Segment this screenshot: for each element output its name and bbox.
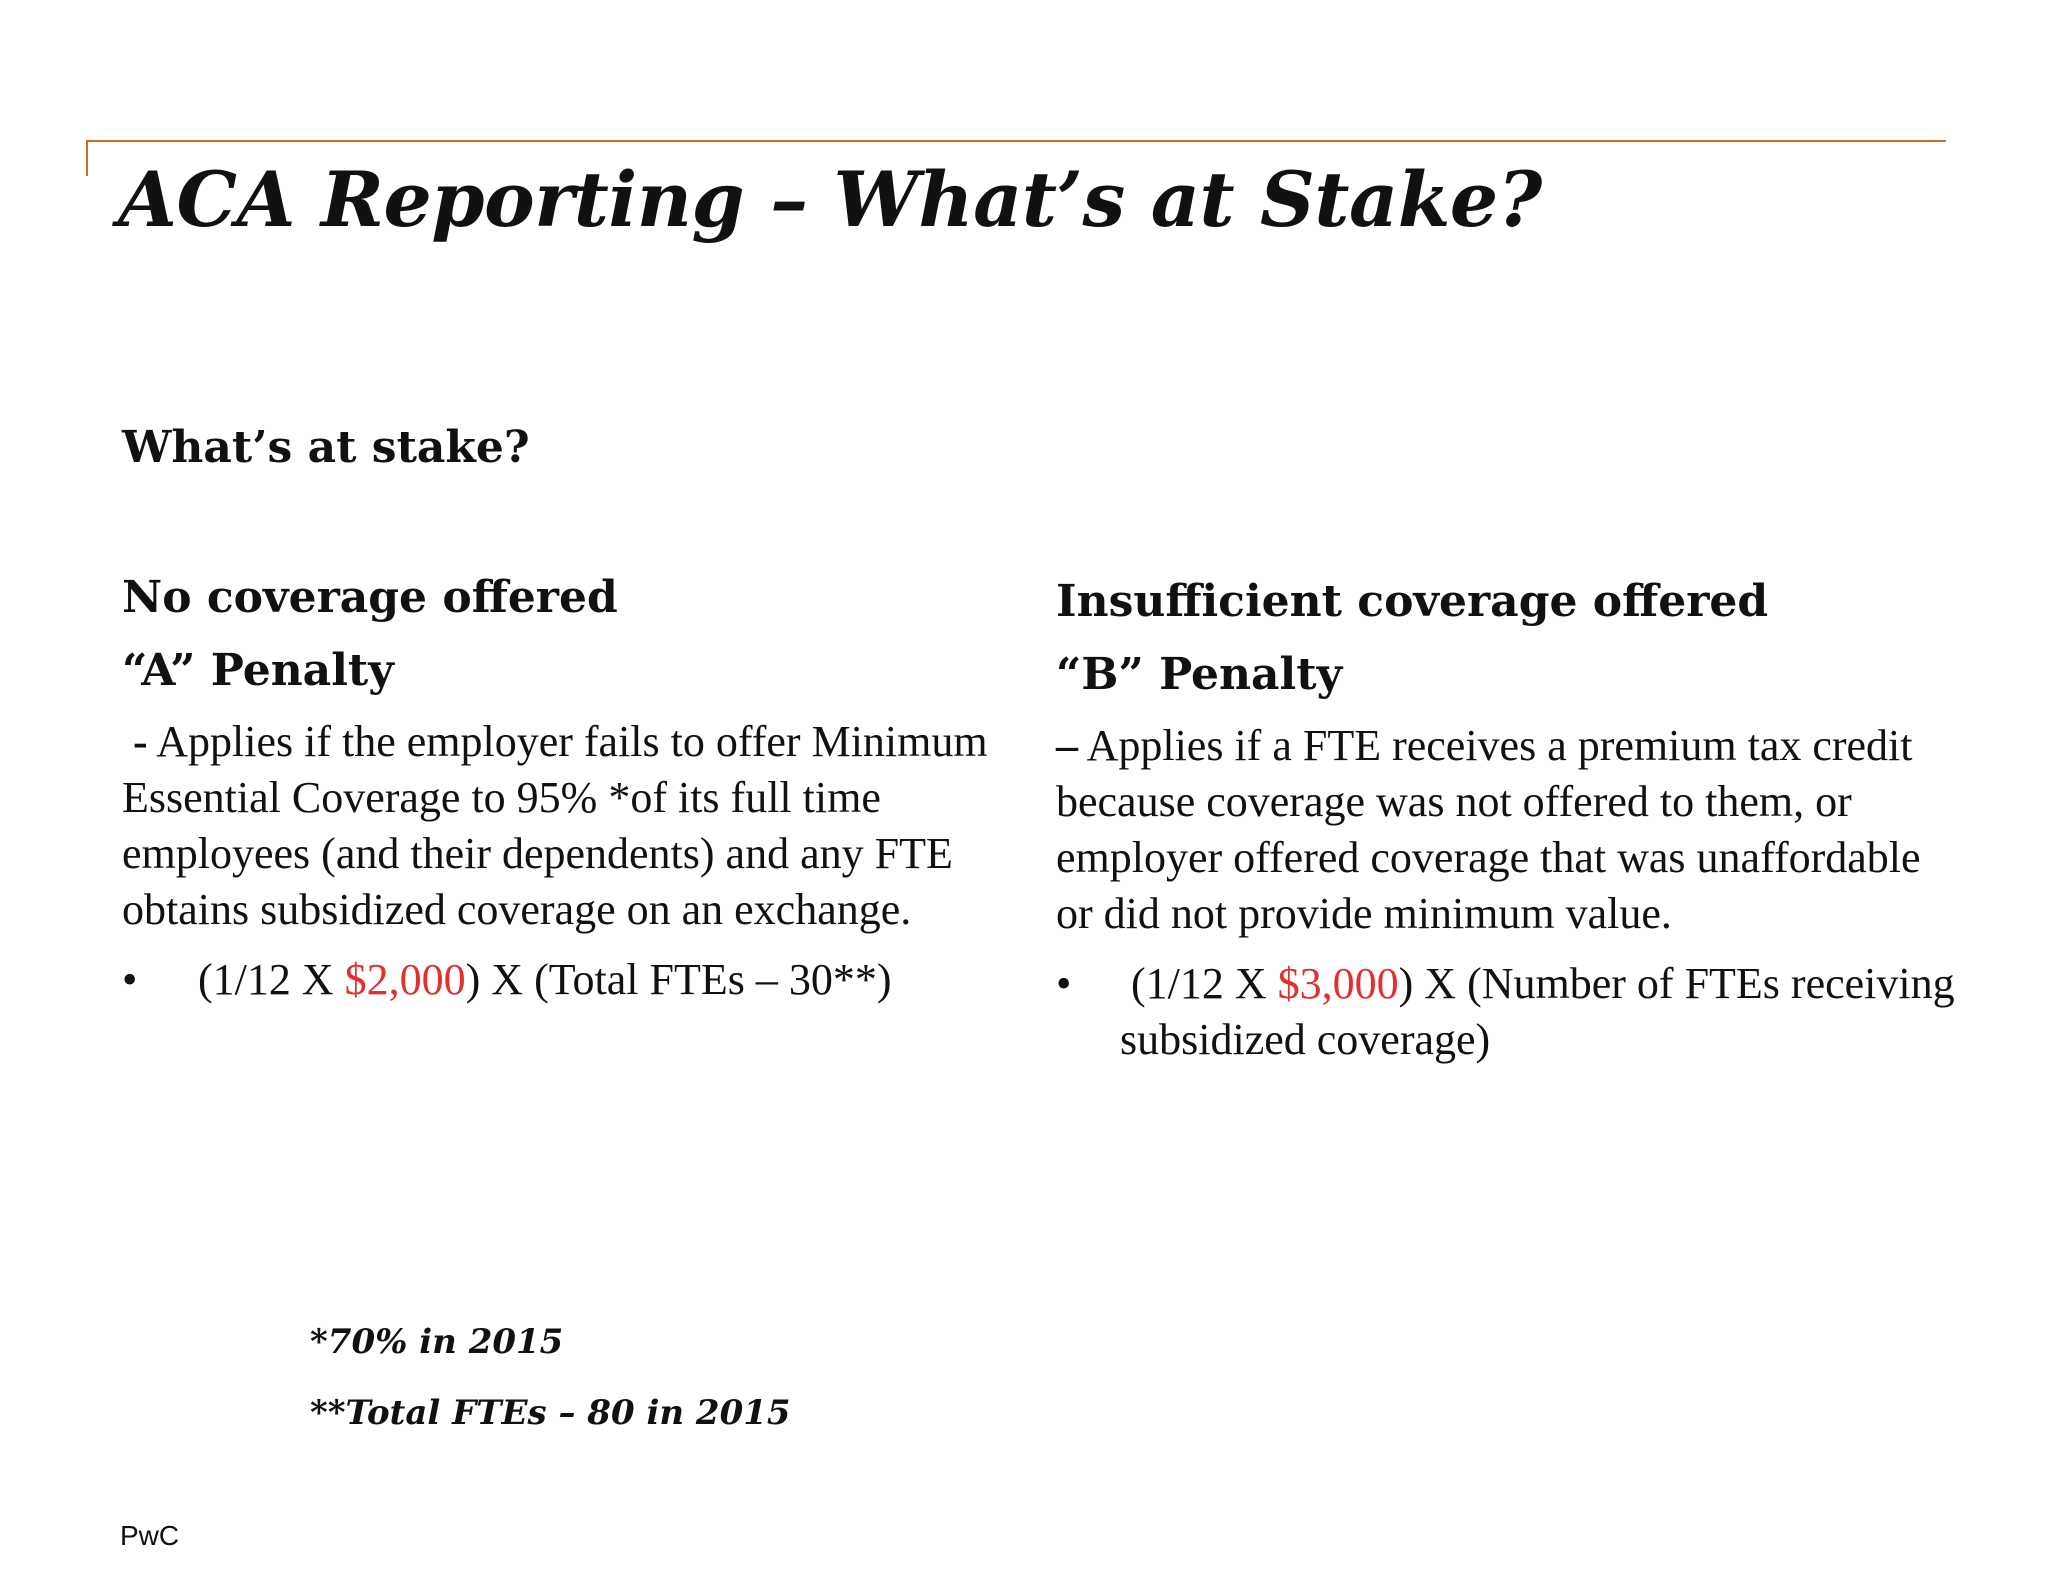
left-dash: -: [133, 716, 148, 766]
left-description: [122, 714, 1022, 938]
header-rule: [86, 140, 1946, 142]
right-description: [1056, 718, 1956, 942]
left-formula-post: ) X (Total FTEs – 30**): [465, 954, 892, 1004]
left-description-text: Applies if the employer fails to offer Minimum Essential Coverage to 95% *of its full time employees (and their dependents) and any FTE obtains subsidized coverage on an exchange.: [122, 716, 988, 934]
right-formula-amount: $3,000: [1277, 958, 1399, 1008]
right-column: [1056, 576, 1956, 1068]
footer-brand: PwC: [120, 1520, 180, 1551]
left-formula-pre: (1/12 X: [198, 954, 345, 1004]
header-rule-corner: [86, 140, 88, 176]
right-heading: Insufficient coverage offered: [1056, 576, 1769, 627]
slide-title: ACA Reporting – What’s at Stake?: [118, 155, 1542, 244]
slide-subtitle: What’s at stake?: [122, 422, 530, 473]
right-formula-pre: (1/12 X: [1131, 958, 1278, 1008]
bullet-icon: •: [1056, 958, 1072, 1008]
left-penalty-label: “A” Penalty: [122, 644, 394, 696]
footnote-1: *70% in 2015: [310, 1322, 564, 1362]
left-formula-amount: $2,000: [344, 954, 466, 1004]
right-formula-post: ) X (Number of FTEs receiving subsidized coverage): [1120, 958, 1955, 1064]
footnotes: [310, 1322, 791, 1464]
left-column: [122, 572, 1022, 1008]
footnote-2: **Total FTEs – 80 in 2015: [310, 1392, 791, 1433]
bullet-icon: •: [122, 954, 138, 1004]
right-penalty-label: “B” Penalty: [1056, 648, 1343, 700]
right-dash: –: [1056, 720, 1078, 770]
right-formula: [1056, 956, 1956, 1068]
right-description-text: Applies if a FTE receives a premium tax credit because coverage was not offered to them, or employer offered coverage that was unaffordable or did not provide minimum value.: [1056, 720, 1921, 938]
left-heading: No coverage offered: [122, 572, 618, 623]
left-formula: [122, 952, 1022, 1008]
